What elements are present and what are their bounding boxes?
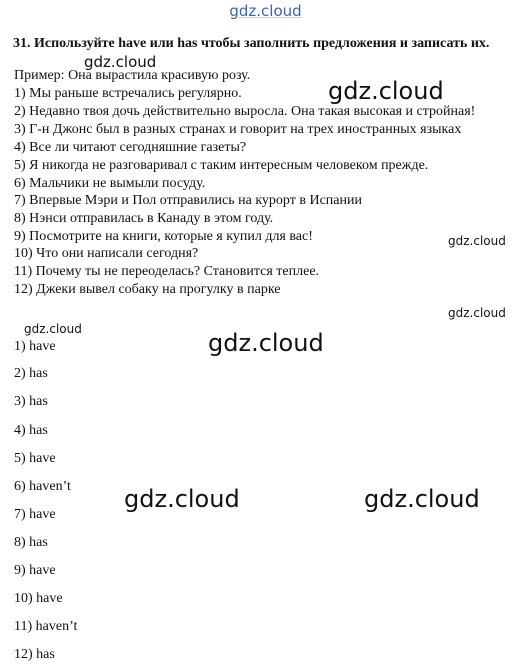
sentence-item: 11) Почему ты не переоделась? Становится теплее. <box>14 264 320 279</box>
answer-item: 8) has <box>14 535 48 550</box>
answer-item: 2) has <box>14 366 48 381</box>
sentence-item: 3) Г-н Джонс был в разных странах и говорит на трех иностранных языках <box>14 122 462 137</box>
sentence-item: 12) Джеки вывел собаку на прогулку в парке <box>14 282 281 297</box>
sentence-item: 8) Нэнси отправилась в Канаду в этом году. <box>14 211 274 226</box>
answer-item: 1) have <box>14 339 56 354</box>
answer-item: 11) haven’t <box>14 619 78 634</box>
exercise-title: 31. Используйте have или has чтобы заполнить предложения и записать их. <box>13 36 490 51</box>
sentence-item: 2) Недавно твоя дочь действительно выросла. Она такая высокая и стройная! <box>14 104 476 119</box>
example-sentence: Пример: Она вырастила красивую розу. <box>14 68 251 83</box>
watermark: gdz.cloud <box>208 329 324 357</box>
sentence-item: 1) Мы раньше встречались регулярно. <box>14 86 242 101</box>
answer-item: 9) have <box>14 563 56 578</box>
watermark: gdz.cloud <box>84 53 157 71</box>
answer-item: 7) have <box>14 507 56 522</box>
watermark: gdz.cloud <box>328 77 444 105</box>
sentence-item: 6) Мальчики не вымыли посуду. <box>14 176 206 191</box>
watermark: gdz.cloud <box>448 306 506 320</box>
sentence-item: 7) Впервые Мэри и Пол отправились на курорт в Испании <box>14 193 362 208</box>
sentence-item: 4) Все ли читают сегодняшние газеты? <box>14 140 247 155</box>
answer-item: 12) has <box>14 647 55 662</box>
watermark: gdz.cloud <box>24 322 82 336</box>
watermark: gdz.cloud <box>124 485 240 513</box>
answer-item: 10) have <box>14 591 63 606</box>
site-header-link[interactable]: gdz.cloud <box>229 2 302 20</box>
watermark: gdz.cloud <box>364 485 480 513</box>
sentence-item: 5) Я никогда не разговаривал с таким интересным человеком прежде. <box>14 158 429 173</box>
sentence-item: 9) Посмотрите на книги, которые я купил для вас! <box>14 229 313 244</box>
sentence-item: 10) Что они написали сегодня? <box>14 246 199 261</box>
answer-item: 5) have <box>14 451 56 466</box>
watermark: gdz.cloud <box>448 234 506 248</box>
answer-item: 4) has <box>14 423 48 438</box>
answer-item: 3) has <box>14 394 48 409</box>
answer-item: 6) haven’t <box>14 479 71 494</box>
